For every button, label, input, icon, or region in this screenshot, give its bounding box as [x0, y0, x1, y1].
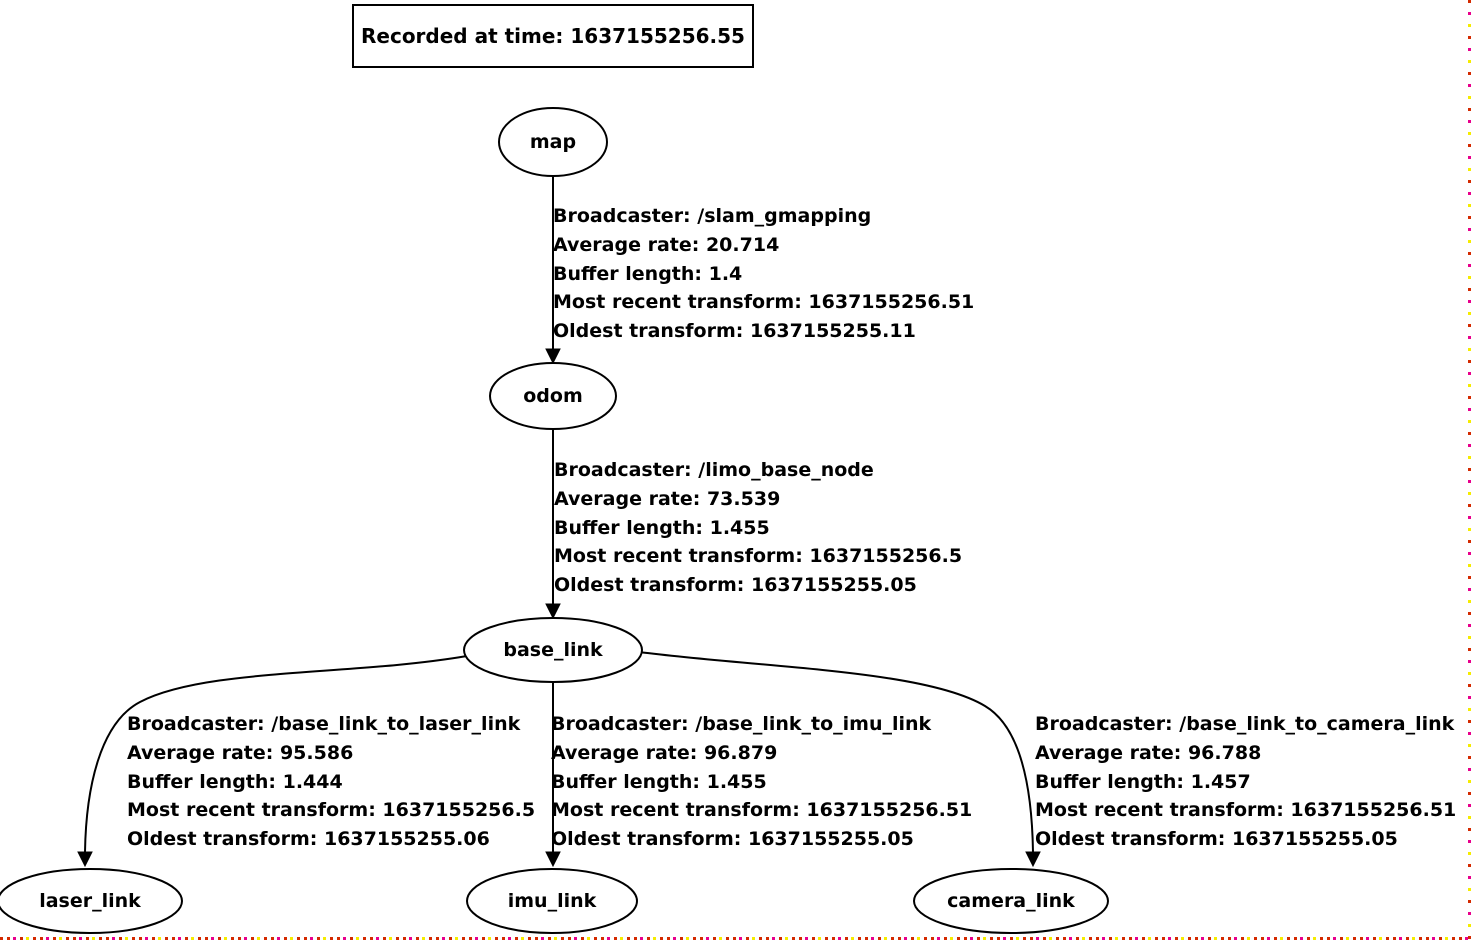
edge-broadcaster-text: Broadcaster: /base_link_to_imu_link — [551, 713, 932, 735]
node-imu-link-label: imu_link — [507, 890, 597, 912]
edge-most-recent-text: Most recent transform: 1637155256.51 — [551, 799, 973, 822]
edge-oldest-text: Oldest transform: 1637155255.05 — [1035, 828, 1398, 851]
edge-label-base-link-camera-link — [1035, 710, 1456, 854]
node-map-label: map — [529, 131, 577, 153]
recorded-time-box — [352, 4, 754, 68]
edge-buffer-length-text: Buffer length: 1.455 — [554, 516, 770, 539]
recorded-time-label: Recorded at time: 1637155256.55 — [361, 24, 745, 48]
edge-average-rate-text: Average rate: 73.539 — [554, 487, 781, 510]
edge-map-odom-arrowhead-icon — [546, 349, 560, 363]
node-odom-label: odom — [523, 385, 583, 407]
edge-broadcaster-text: Broadcaster: /slam_gmapping — [553, 205, 872, 227]
edge-average-rate-text: Average rate: 96.879 — [551, 741, 778, 764]
edge-oldest-text: Oldest transform: 1637155255.11 — [553, 320, 916, 343]
edge-most-recent-text: Most recent transform: 1637155256.5 — [554, 545, 963, 568]
edge-buffer-length-text: Buffer length: 1.457 — [1035, 770, 1251, 793]
edge-base-link-camera-link-arrowhead-icon — [1026, 852, 1040, 866]
edge-oldest-text: Oldest transform: 1637155255.05 — [551, 828, 914, 851]
edge-label-base-link-imu-link — [551, 710, 972, 854]
edge-oldest-text: Oldest transform: 1637155255.05 — [554, 574, 917, 597]
edge-broadcaster-text: Broadcaster: /limo_base_node — [554, 459, 874, 481]
edge-buffer-length-text: Buffer length: 1.4 — [553, 262, 743, 285]
node-camera-link-label: camera_link — [947, 890, 1075, 912]
node-base-link-label: base_link — [503, 639, 603, 661]
edge-odom-base-link-arrowhead-icon — [546, 604, 560, 618]
edge-average-rate-text: Average rate: 95.586 — [127, 741, 354, 764]
edge-buffer-length-text: Buffer length: 1.455 — [551, 770, 767, 793]
edge-buffer-length-text: Buffer length: 1.444 — [127, 770, 343, 793]
edge-average-rate-text: Average rate: 96.788 — [1035, 741, 1262, 764]
node-laser-link-label: laser_link — [39, 890, 141, 912]
edge-average-rate-text: Average rate: 20.714 — [553, 233, 780, 256]
edge-broadcaster-text: Broadcaster: /base_link_to_camera_link — [1035, 713, 1455, 735]
edge-oldest-text: Oldest transform: 1637155255.06 — [127, 828, 490, 851]
edge-most-recent-text: Most recent transform: 1637155256.51 — [553, 291, 975, 314]
edge-label-base-link-laser-link — [127, 710, 535, 854]
edge-most-recent-text: Most recent transform: 1637155256.5 — [127, 799, 536, 822]
edge-label-map-odom — [553, 202, 974, 346]
edge-broadcaster-text: Broadcaster: /base_link_to_laser_link — [127, 713, 521, 735]
edge-most-recent-text: Most recent transform: 1637155256.51 — [1035, 799, 1457, 822]
edge-base-link-imu-link-arrowhead-icon — [546, 852, 560, 866]
edge-base-link-laser-link-arrowhead-icon — [78, 852, 92, 866]
edge-label-odom-base-link — [554, 456, 962, 600]
